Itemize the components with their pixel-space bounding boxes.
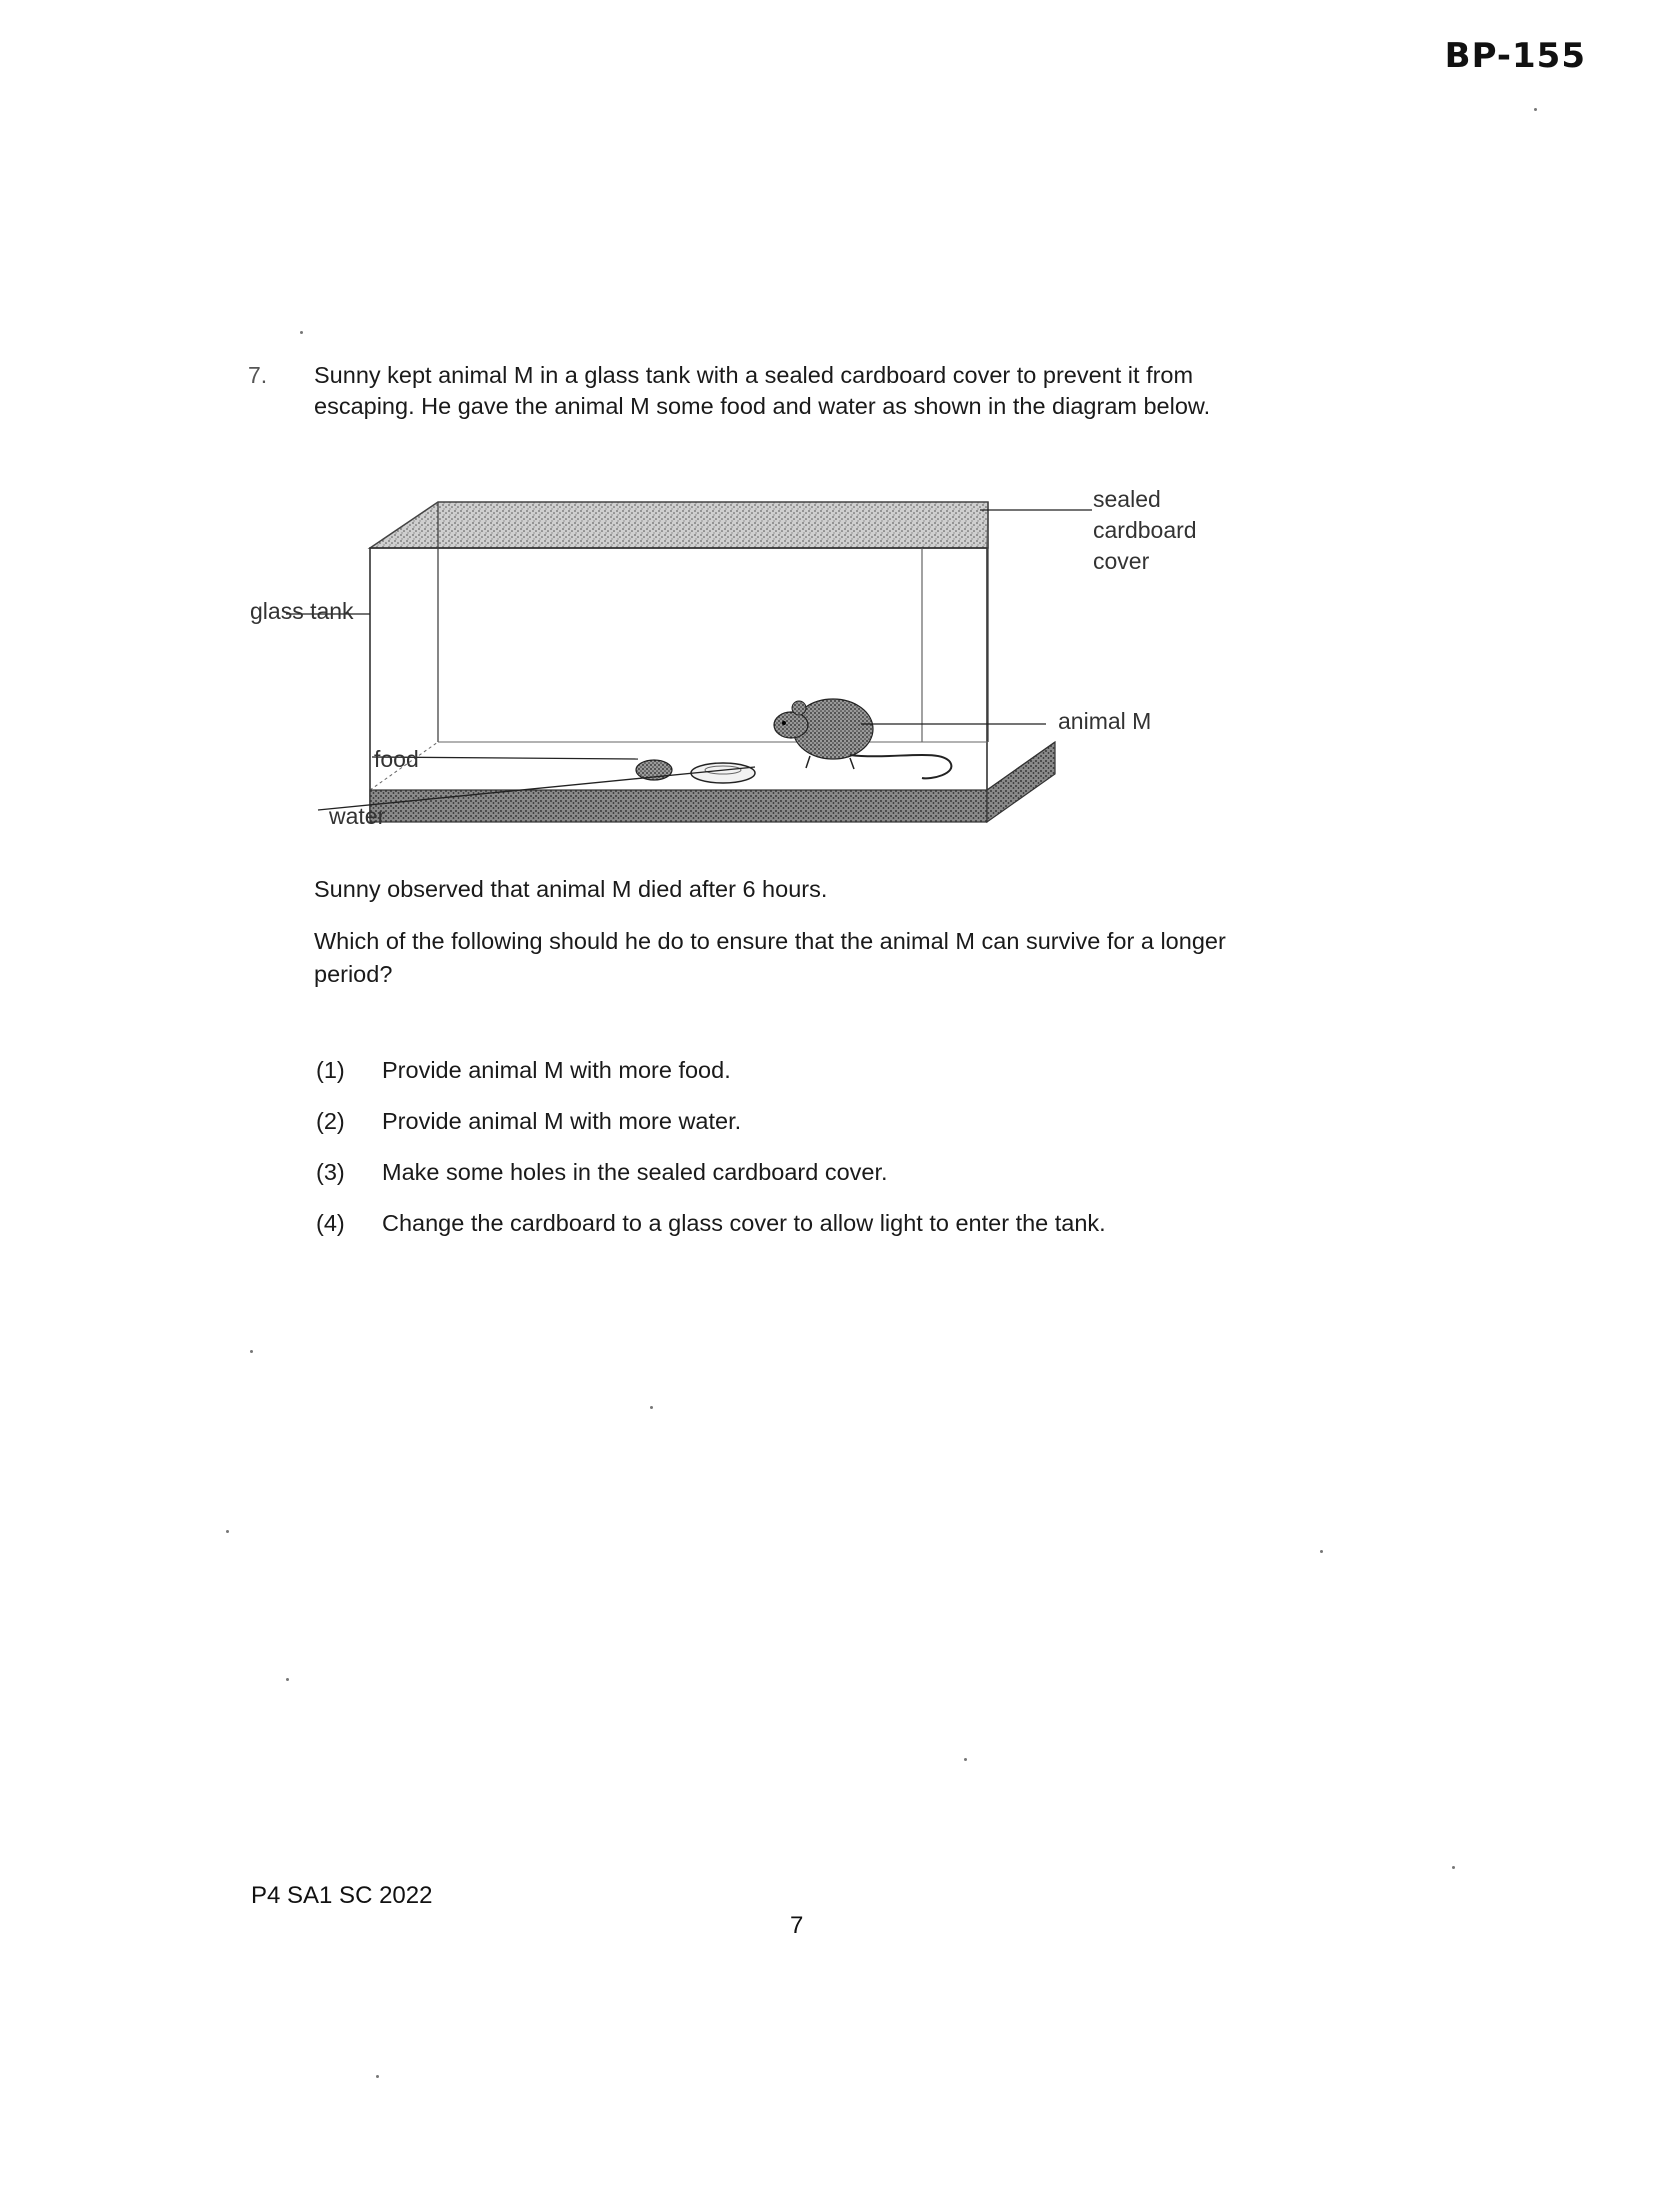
question-number: 7. <box>248 362 268 388</box>
option-number: (1) <box>316 1057 345 1083</box>
animal-m <box>774 699 951 778</box>
scan-speck <box>226 1530 229 1533</box>
option-number: (2) <box>316 1108 345 1134</box>
scan-speck <box>376 2075 379 2078</box>
option-number: (3) <box>316 1159 345 1185</box>
option-1[interactable] <box>316 1057 1266 1108</box>
label-cover-2: cardboard <box>1093 517 1197 543</box>
observation-text: Sunny observed that animal M died after 6 hours. <box>314 876 828 902</box>
option-2[interactable] <box>316 1108 1266 1159</box>
tank-front <box>370 548 987 818</box>
option-4[interactable] <box>316 1210 1266 1261</box>
option-text: Make some holes in the sealed cardboard cover. <box>382 1159 888 1185</box>
question-stem: Sunny kept animal M in a glass tank with a sealed cardboard cover to prevent it from escaping. He gave the animal M some food and water as shown in the diagram below. <box>314 362 1211 419</box>
label-water: water <box>329 803 386 829</box>
option-text: Provide animal M with more water. <box>382 1108 742 1134</box>
option-text: Provide animal M with more food. <box>382 1057 731 1083</box>
scan-speck <box>1452 1866 1455 1869</box>
option-number: (4) <box>316 1210 345 1236</box>
scan-speck <box>300 331 303 334</box>
option-3[interactable] <box>316 1159 1266 1210</box>
page-code: BP-155 <box>1444 36 1586 76</box>
scan-speck <box>250 1350 253 1353</box>
label-animal-m: animal M <box>1058 708 1152 734</box>
tank-base <box>370 790 987 822</box>
scan-speck <box>964 1758 967 1761</box>
scan-speck <box>286 1678 289 1681</box>
label-food: food <box>374 746 419 772</box>
scan-speck <box>1320 1550 1323 1553</box>
label-cover-3: cover <box>1093 548 1150 574</box>
label-cover-1: sealed <box>1093 486 1161 512</box>
label-glass-tank: glass tank <box>250 598 354 624</box>
cardboard-cover <box>370 502 988 548</box>
scan-speck <box>1534 108 1537 111</box>
footer-code: P4 SA1 SC 2022 <box>251 1882 433 1909</box>
page-number: 7 <box>790 1912 804 1939</box>
question-prompt: Which of the following should he do to ensure that the animal M can survive for a longer period? <box>314 928 1226 987</box>
answer-options <box>316 1057 1266 1261</box>
scan-speck <box>650 1406 653 1409</box>
glass-tank-diagram <box>250 480 1250 840</box>
option-text: Change the cardboard to a glass cover to allow light to enter the tank. <box>382 1210 1106 1236</box>
